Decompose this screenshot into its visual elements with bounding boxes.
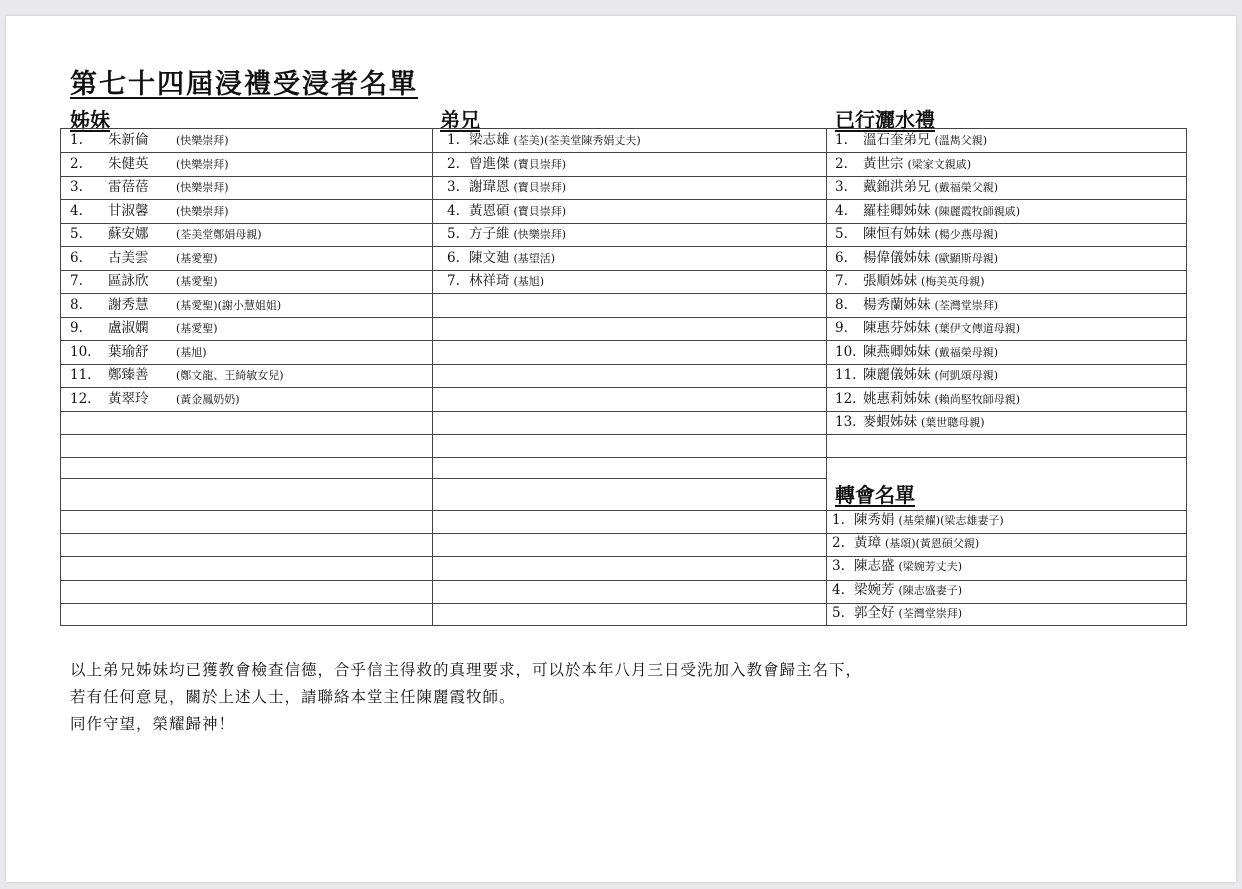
person-name: 陳惠芬姊妹 <box>863 320 931 336</box>
sprinkled-row <box>835 317 1020 340</box>
person-note: (基愛聖) <box>176 252 218 265</box>
row-number: 5. <box>832 605 845 621</box>
transfer-heading: 轉會名單 <box>835 483 915 507</box>
row-divider <box>61 457 826 458</box>
person-note: (快樂崇拜) <box>513 228 567 241</box>
person-name: 盧淑嫻 <box>108 320 149 336</box>
column-divider <box>826 129 827 625</box>
person-name: 陳麗儀姊妹 <box>863 367 931 383</box>
row-number: 10. <box>835 344 857 360</box>
row-number: 6. <box>835 250 848 266</box>
person-note: (荃灣堂崇拜) <box>898 607 963 620</box>
row-divider <box>61 510 826 511</box>
footer-line-1: 以上弟兄姊妹均已獲教會檢查信德，合乎信主得救的真理要求，可以於本年八月三日受洗加入教會歸主名下， <box>70 661 863 679</box>
person-name: 鄭臻善 <box>108 367 149 383</box>
sisters-row <box>70 364 284 387</box>
person-note: (戴福榮母親) <box>934 346 999 359</box>
person-name: 楊偉儀姊妹 <box>863 250 931 266</box>
person-name: 楊秀蘭姊妹 <box>863 297 931 313</box>
sprinkled-row <box>835 200 1020 223</box>
transfer-row <box>832 555 962 578</box>
row-number: 2. <box>447 156 460 172</box>
person-name: 張順姊妹 <box>863 273 917 289</box>
row-divider <box>826 457 1186 458</box>
person-note: (葉世聰母親) <box>921 416 985 429</box>
person-name: 甘淑馨 <box>108 203 149 219</box>
person-name: 梁志雄 <box>469 132 510 148</box>
brothers-row <box>447 223 566 246</box>
sprinkled-row <box>835 341 998 364</box>
person-note: (何凱頌母親) <box>934 369 999 382</box>
row-number: 1. <box>832 512 845 528</box>
footer-notice <box>70 657 862 738</box>
person-note: (基愛聖) <box>176 275 218 288</box>
row-number: 7. <box>835 273 848 289</box>
person-name: 陳燕卿姊妹 <box>863 344 931 360</box>
sprinkled-row <box>835 223 998 246</box>
row-divider <box>61 478 826 479</box>
row-divider <box>61 533 826 534</box>
person-note: (陳麗霞牧師親戚) <box>934 205 1021 218</box>
brothers-row <box>447 270 544 293</box>
column-divider <box>432 129 433 625</box>
row-number: 4. <box>835 203 848 219</box>
person-name: 曾進傑 <box>469 156 510 172</box>
sprinkled-heading: 已行灑水禮 <box>835 108 935 132</box>
sprinkled-row <box>835 176 998 199</box>
row-number: 2. <box>835 156 848 172</box>
sisters-row <box>70 317 218 340</box>
row-divider <box>61 580 826 581</box>
person-note: (梁婉芳丈夫) <box>898 560 963 573</box>
row-number: 1. <box>70 132 83 148</box>
transfer-row <box>832 579 962 602</box>
person-note: (基榮耀)(梁志雄妻子) <box>898 514 1004 527</box>
row-number: 7. <box>447 273 460 289</box>
transfer-row <box>832 602 962 625</box>
brothers-heading: 弟兄 <box>440 108 480 132</box>
brothers-row <box>447 153 566 176</box>
row-number: 10. <box>70 344 92 360</box>
sisters-row <box>70 270 218 293</box>
sisters-heading: 姊妹 <box>70 108 110 132</box>
person-note: (快樂崇拜) <box>176 181 229 194</box>
row-number: 6. <box>447 250 460 266</box>
row-number: 4. <box>832 582 845 598</box>
person-note: (葉伊文傳道母親) <box>934 322 1021 335</box>
footer-line-3: 同作守望，榮耀歸神！ <box>70 715 236 733</box>
person-note: (梁家文親戚) <box>907 158 972 171</box>
person-note: (快樂崇拜) <box>176 158 229 171</box>
person-name: 陳志盛 <box>854 558 895 574</box>
person-note: (黃金鳳奶奶) <box>176 393 240 406</box>
sisters-row <box>70 223 262 246</box>
row-number: 11. <box>835 367 857 383</box>
person-note: (基頌)(黃恩碩父親) <box>885 537 980 550</box>
person-note: (賴尚堅牧師母親) <box>934 393 1021 406</box>
row-number: 3. <box>835 179 848 195</box>
person-note: (楊少燕母親) <box>934 228 999 241</box>
person-note: (寶貝崇拜) <box>513 205 567 218</box>
row-number: 11. <box>70 367 92 383</box>
person-note: (荃美)(荃美堂陳秀娟丈夫) <box>513 134 641 147</box>
person-name: 梁婉芳 <box>854 582 895 598</box>
brothers-row <box>447 129 641 152</box>
person-note: (基望活) <box>513 252 556 265</box>
transfer-row <box>832 532 979 555</box>
sisters-row <box>70 200 229 223</box>
row-number: 13. <box>835 414 857 430</box>
row-divider <box>61 556 826 557</box>
person-note: (溫雋父親) <box>934 134 988 147</box>
row-number: 7. <box>70 273 83 289</box>
person-name: 溫石奎弟兄 <box>863 132 931 148</box>
person-name: 林祥琦 <box>469 273 510 289</box>
row-number: 8. <box>835 297 848 313</box>
row-number: 12. <box>835 391 857 407</box>
person-name: 黃恩碩 <box>469 203 510 219</box>
sisters-row <box>70 176 229 199</box>
row-number: 2. <box>70 156 83 172</box>
sisters-row <box>70 247 218 270</box>
person-name: 黃翠玲 <box>108 391 149 407</box>
person-note: (寶貝崇拜) <box>513 181 567 194</box>
person-name: 黃世宗 <box>863 156 904 172</box>
row-number: 2. <box>832 535 845 551</box>
person-note: (荃美堂鄭娟母親) <box>176 228 262 241</box>
row-number: 5. <box>70 226 83 242</box>
brothers-row <box>447 176 566 199</box>
person-note: (陳志盛妻子) <box>898 584 963 597</box>
person-name: 朱新倫 <box>108 132 149 148</box>
person-name: 蘇安娜 <box>108 226 149 242</box>
person-name: 謝瑋恩 <box>469 179 510 195</box>
document-title: 第七十四屆浸禮受浸者名單 <box>70 69 418 100</box>
transfer-row <box>832 509 1004 532</box>
person-name: 朱健英 <box>108 156 149 172</box>
person-note: (基旭) <box>176 346 207 359</box>
person-name: 古美雲 <box>108 250 149 266</box>
brothers-row <box>447 247 555 270</box>
person-name: 謝秀慧 <box>108 297 149 313</box>
person-name: 方子維 <box>469 226 510 242</box>
sprinkled-row <box>835 294 998 317</box>
person-note: (基愛聖) <box>176 322 218 335</box>
sisters-row <box>70 341 207 364</box>
sprinkled-row <box>835 364 998 387</box>
person-note: (梅美英母親) <box>921 275 985 288</box>
person-note: (荃灣堂崇拜) <box>934 299 999 312</box>
person-name: 戴錦洪弟兄 <box>863 179 931 195</box>
person-name: 陳文廸 <box>469 250 510 266</box>
row-number: 1. <box>835 132 848 148</box>
person-name: 區詠欣 <box>108 273 149 289</box>
person-name: 姚惠莉姊妹 <box>863 391 931 407</box>
sprinkled-row <box>835 153 971 176</box>
person-note: (戴福榮父親) <box>934 181 999 194</box>
brothers-row <box>447 200 566 223</box>
person-note: (鄭文龍、王綺敏女兒) <box>176 369 284 382</box>
row-divider <box>61 434 826 435</box>
person-name: 郭全好 <box>854 605 895 621</box>
row-number: 9. <box>835 320 848 336</box>
sprinkled-row <box>835 411 985 434</box>
person-name: 陳秀娟 <box>854 512 895 528</box>
row-number: 3. <box>70 179 83 195</box>
sprinkled-row <box>835 388 1020 411</box>
row-number: 5. <box>447 226 460 242</box>
sisters-row <box>70 153 229 176</box>
person-name: 羅桂卿姊妹 <box>863 203 931 219</box>
row-number: 3. <box>447 179 460 195</box>
row-number: 5. <box>835 226 848 242</box>
person-note: (寶貝崇拜) <box>513 158 567 171</box>
row-divider <box>826 434 1186 435</box>
sisters-row <box>70 129 229 152</box>
row-number: 6. <box>70 250 83 266</box>
person-name: 葉瑜舒 <box>108 344 149 360</box>
row-divider <box>61 603 826 604</box>
sprinkled-row <box>835 129 987 152</box>
row-number: 8. <box>70 297 83 313</box>
row-number: 4. <box>70 203 83 219</box>
row-divider <box>61 411 826 412</box>
person-name: 雷蓓蓓 <box>108 179 149 195</box>
row-number: 9. <box>70 320 83 336</box>
person-note: (基愛聖)(謝小慧姐姐) <box>176 299 282 312</box>
person-note: (歐顯斯母親) <box>934 252 999 265</box>
footer-line-2: 若有任何意見，關於上述人士，請聯絡本堂主任陳麗霞牧師。 <box>70 688 516 706</box>
row-number: 12. <box>70 391 92 407</box>
person-name: 麥蝦姊妹 <box>863 414 917 430</box>
person-note: (基旭) <box>513 275 545 288</box>
person-name: 黃璋 <box>854 535 881 551</box>
person-note: (快樂崇拜) <box>176 134 229 147</box>
row-number: 3. <box>832 558 845 574</box>
sisters-row <box>70 388 240 411</box>
sprinkled-row <box>835 247 998 270</box>
sisters-row <box>70 294 281 317</box>
row-number: 1. <box>447 132 460 148</box>
person-name: 陳恒有姊妹 <box>863 226 931 242</box>
sprinkled-row <box>835 270 985 293</box>
person-note: (快樂崇拜) <box>176 205 229 218</box>
row-number: 4. <box>447 203 460 219</box>
